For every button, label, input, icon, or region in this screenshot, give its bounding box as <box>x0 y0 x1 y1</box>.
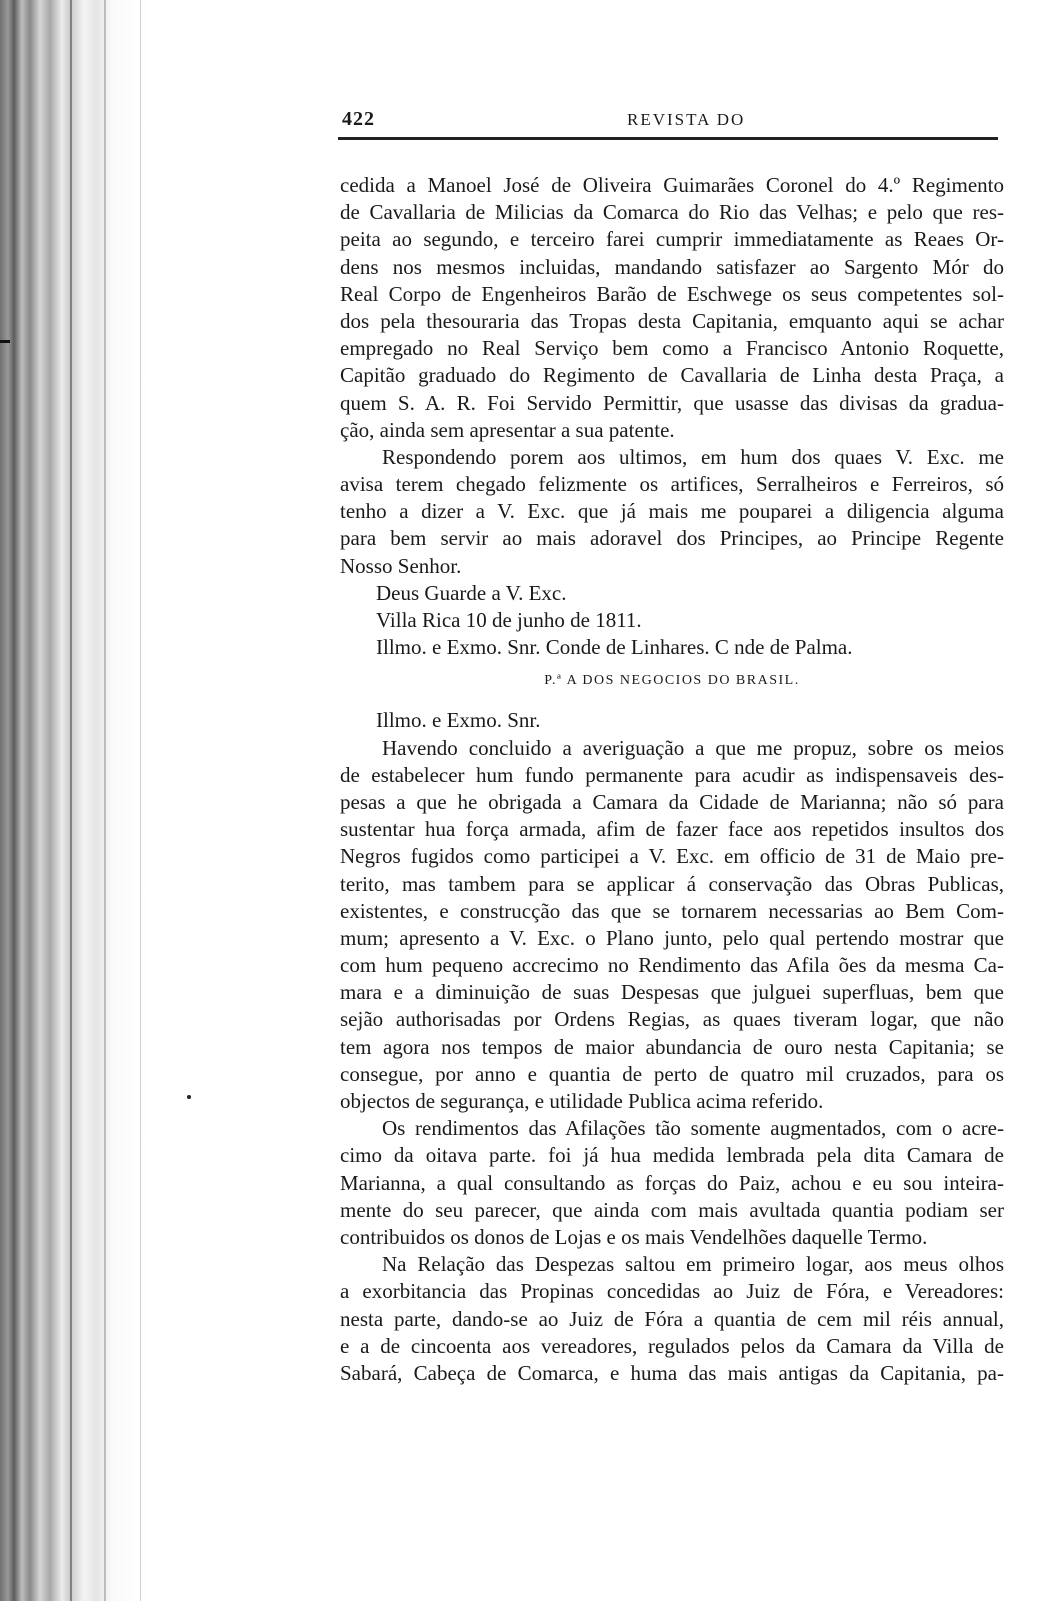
text-line: avisa terem chegado felizmente os artifices, Serralheiros e Ferreiros, só <box>340 472 1004 497</box>
text-line: sejão authorisadas por Ordens Regias, as quaes tiveram logar, que não <box>340 1007 1004 1032</box>
text-line: objectos de segurança, e utilidade Publica acima referido. <box>340 1089 824 1113</box>
text-line: Respondendo porem aos ultimos, em hum dos quaes V. Exc. me <box>382 444 1004 469</box>
text-line: com hum pequeno accrecimo no Rendimento das Afila ões da mesma Ca- <box>340 953 1004 978</box>
salutation-line: Illmo. e Exmo. Snr. <box>376 708 541 733</box>
text-line: para bem servir ao mais adoravel dos Principes, ao Principe Regente <box>340 526 1004 551</box>
place-date-line: Villa Rica 10 de junho de 1811. <box>376 608 642 632</box>
text-line: Real Corpo de Engenheiros Barão de Eschwege os seus competentes sol- <box>340 281 1004 306</box>
text-line: a exorbitancia das Propinas concedidas ao Juiz de Fóra, e Vereadores: <box>340 1279 1004 1304</box>
text-line: de Cavallaria de Milicias da Comarca do Rio das Velhas; e pelo que res- <box>340 200 1004 225</box>
text-line: Negros fugidos como participei a V. Exc. em officio de 31 de Maio pre- <box>340 844 1004 869</box>
text-line: mara e a diminuição de suas Despesas que julguei superfluas, bem que <box>340 980 1004 1005</box>
text-line: Havendo concluido a averiguação a que me propuz, sobre os meios <box>382 735 1004 760</box>
book-gutter <box>0 0 150 1601</box>
text-line: dens nos mesmos incluidas, mandando satisfazer ao Sargento Mór do <box>340 254 1004 279</box>
text-line: de estabelecer hum fundo permanente para acudir as indispensaveis des- <box>340 762 1004 787</box>
text-line: contribuidos os donos de Lojas e os mais Vendelhões daquelle Termo. <box>340 1224 928 1249</box>
text-line: peita ao segundo, e terceiro farei cumprir immediatamente as Reaes Or- <box>340 227 1004 252</box>
text-line: Sabará, Cabeça de Comarca, e huma das mais antigas da Capitania, pa- <box>340 1360 1004 1385</box>
text-line: Os rendimentos das Afilações tão somente augmentados, com o acre- <box>382 1116 1004 1141</box>
text-line: quem S. A. R. Foi Servido Permittir, que usasse das divisas da gradua- <box>340 390 1004 415</box>
text-line: empregado no Real Serviço bem como a Francisco Antonio Roquette, <box>340 336 1004 361</box>
closing-line: Deus Guarde a V. Exc. <box>376 580 567 605</box>
text-line: consegue, por anno e quantia de perto de quatro mil cruzados, para os <box>340 1061 1004 1086</box>
section-heading: P.ª A DOS NEGOCIOS DO BRASIL. <box>544 673 800 689</box>
text-line: nesta parte, dando-se ao Juiz de Fóra a quantia de cem mil réis annual, <box>340 1306 1004 1331</box>
text-line: Na Relação das Despezas saltou em primeiro logar, aos meus olhos <box>382 1252 1004 1277</box>
text-line: Capitão graduado do Regimento de Cavallaria de Linha desta Praça, a <box>340 363 1004 388</box>
text-line: tem agora nos tempos de maior abundancia de ouro nesta Capitania; se <box>340 1034 1004 1059</box>
text-line: sustentar hua força armada, afim de fazer face aos repetidos insultos dos <box>340 817 1004 842</box>
gutter-shadow-line <box>104 0 106 1601</box>
text-line: cimo da oitava parte. foi já hua medida lembrada pela dita Camara de <box>340 1143 1004 1168</box>
page-number: 422 <box>342 108 375 130</box>
text-line: Nosso Senhor. <box>340 553 462 578</box>
page-header <box>342 108 992 132</box>
text-line: mente do seu parecer, que ainda com mais avultada quantia podiam ser <box>340 1197 1004 1222</box>
running-title: REVISTA DO <box>627 110 746 129</box>
text-line: existentes, e construcção das que se tornarem necessarias ao Bem Com- <box>340 898 1004 923</box>
text-line: tenho a dizer a V. Exc. que já mais me pouparei a diligencia alguma <box>340 499 1004 524</box>
spacer <box>340 697 1004 707</box>
addressee-line: Illmo. e Exmo. Snr. Conde de Linhares. C nde de Palma. <box>376 635 853 660</box>
margin-speck <box>187 1095 191 1099</box>
text-line: Marianna, a qual consultando as forças do Paiz, achou e eu sou inteira- <box>340 1170 1004 1195</box>
margin-mark <box>0 340 10 343</box>
text-line: terito, mas tambem para se applicar á conservação das Obras Publicas, <box>340 871 1004 896</box>
text-line: pesas a que he obrigada a Camara da Cidade de Marianna; não só para <box>340 789 1004 814</box>
gutter-shadow-line <box>140 0 141 1601</box>
page-body <box>340 172 1004 1387</box>
text-line: e a de cincoenta aos vereadores, regulados pelos da Camara da Villa de <box>340 1333 1004 1358</box>
text-line: mum; apresento a V. Exc. o Plano junto, pelo qual pertendo mostrar que <box>340 925 1004 950</box>
gutter-shadow-line <box>70 0 72 1601</box>
text-line: dos pela thesouraria das Tropas desta Capitania, emquanto aqui se achar <box>340 308 1004 333</box>
header-rule <box>338 137 998 140</box>
text-line: cedida a Manoel José de Oliveira Guimarães Coronel do 4.º Regimento <box>340 173 1004 197</box>
text-line: ção, ainda sem apresentar a sua patente. <box>340 417 675 442</box>
